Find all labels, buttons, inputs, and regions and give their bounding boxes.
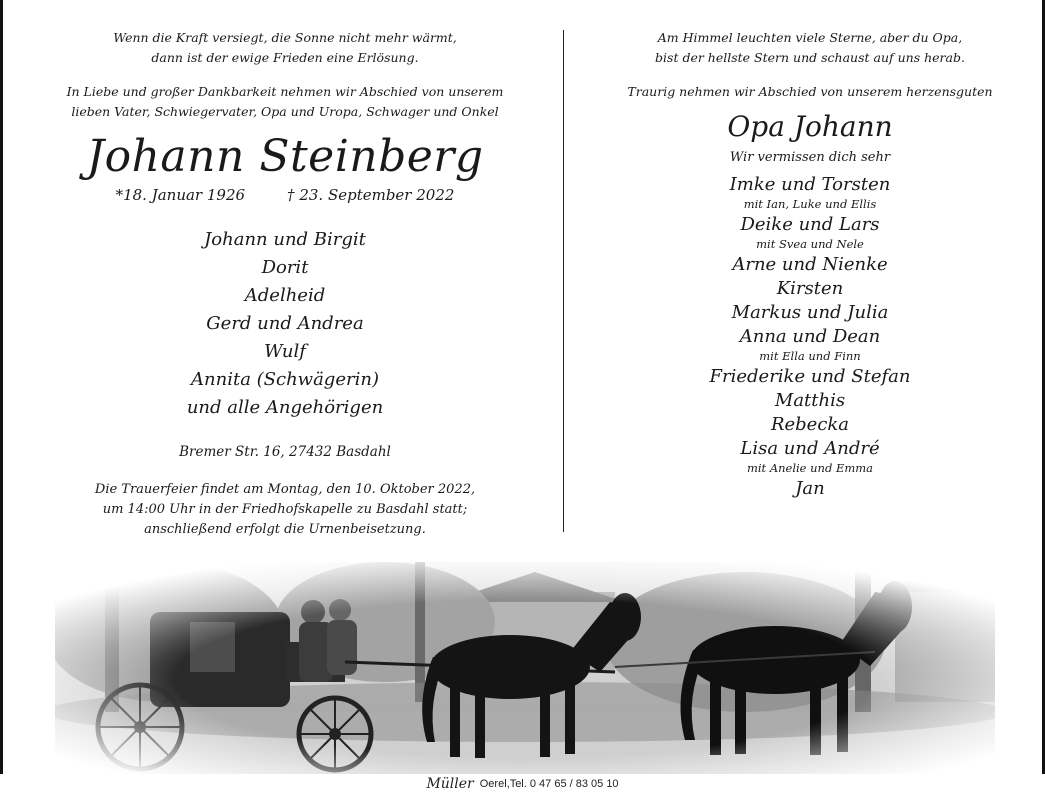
right-column (590, 28, 1030, 501)
service-info (50, 480, 520, 540)
right-intro: Traurig nehmen wir Abschied von unserem herzensguten (627, 84, 993, 99)
left-intro-line: lieben Vater, Schwiegervater, Opa und Uropa, Schwager und Onkel (71, 104, 499, 119)
family-list (50, 226, 520, 422)
footer (0, 774, 1045, 793)
left-verse-line: Wenn die Kraft versiegt, die Sonne nicht mehr wärmt, (113, 30, 457, 45)
right-verse-line: bist der hellste Stern und schaust auf uns herab. (655, 50, 965, 65)
right-verse-line: Am Himmel leuchten viele Sterne, aber du Opa, (657, 30, 963, 45)
left-intro (50, 82, 520, 122)
family-member: Johann und Birgit (204, 229, 366, 250)
grandchild-name: Kirsten (776, 278, 844, 299)
grandchild-entry (590, 173, 1030, 211)
grandchild-sub: mit Ella und Finn (759, 349, 861, 363)
grandchildren-list (590, 173, 1030, 501)
grandchild-name: Jan (795, 478, 825, 499)
left-intro-line: In Liebe und großer Dankbarkeit nehmen wir Abschied von unserem (66, 84, 504, 99)
grandchild-entry (590, 365, 1030, 389)
service-line: anschließend erfolgt die Urnenbeisetzung. (144, 522, 426, 537)
grandchild-entry (590, 213, 1030, 251)
grandchild-entry (590, 437, 1030, 475)
deceased-name: Johann Steinberg (86, 131, 484, 182)
family-member: und alle Angehörigen (186, 397, 384, 418)
funeral-home-contact: Oerel,Tel. 0 47 65 / 83 05 10 (479, 777, 619, 790)
grandchild-entry (590, 253, 1030, 277)
grandchild-entry (590, 301, 1030, 325)
grandchild-sub: mit Svea und Nele (756, 237, 864, 251)
grandchild-name: Matthis (774, 390, 846, 411)
family-member: Wulf (264, 341, 306, 362)
address: Bremer Str. 16, 27432 Basdahl (179, 444, 391, 460)
family-member: Dorit (261, 257, 309, 278)
family-member: Annita (Schwägerin) (191, 369, 379, 390)
grandchild-name: Friederike und Stefan (709, 366, 911, 387)
death-date: † 23. September 2022 (287, 186, 455, 204)
grandchild-entry (590, 325, 1030, 363)
grandchild-name: Rebecka (770, 414, 850, 435)
family-member: Adelheid (244, 285, 326, 306)
grandchild-sub: mit Ian, Luke und Ellis (743, 197, 877, 211)
grandchild-sub: mit Anelie und Emma (746, 461, 874, 475)
service-line: um 14:00 Uhr in der Friedhofskapelle zu Basdahl statt; (102, 502, 468, 517)
service-line: Die Trauerfeier findet am Montag, den 10. Oktober 2022, (94, 482, 476, 497)
left-verse-line: dann ist der ewige Frieden eine Erlösung. (151, 50, 419, 65)
grandchild-name: Deike und Lars (740, 214, 880, 235)
family-member: Gerd und Andrea (206, 313, 364, 334)
grandchild-entry (590, 389, 1030, 413)
right-verse (590, 28, 1030, 68)
grandchild-entry (590, 477, 1030, 501)
grandchild-name: Arne und Nienke (732, 254, 888, 275)
funeral-home-signature: Müller (426, 775, 474, 792)
grandchild-entry (590, 277, 1030, 301)
miss-text: Wir vermissen dich sehr (729, 150, 891, 165)
grandchild-name: Anna und Dean (739, 326, 881, 347)
column-divider (563, 30, 564, 532)
birth-date: *18. Januar 1926 (115, 186, 246, 204)
carriage-horses-illustration (55, 562, 995, 774)
left-verse (50, 28, 520, 68)
opa-name: Opa Johann (727, 110, 893, 143)
life-dates (50, 186, 520, 204)
grandchild-entry (590, 413, 1030, 437)
grandchild-name: Lisa und André (740, 438, 880, 459)
grandchild-name: Markus und Julia (731, 302, 889, 323)
left-column (50, 28, 520, 540)
carriage-photo (55, 562, 995, 774)
grandchild-name: Imke und Torsten (729, 174, 891, 195)
